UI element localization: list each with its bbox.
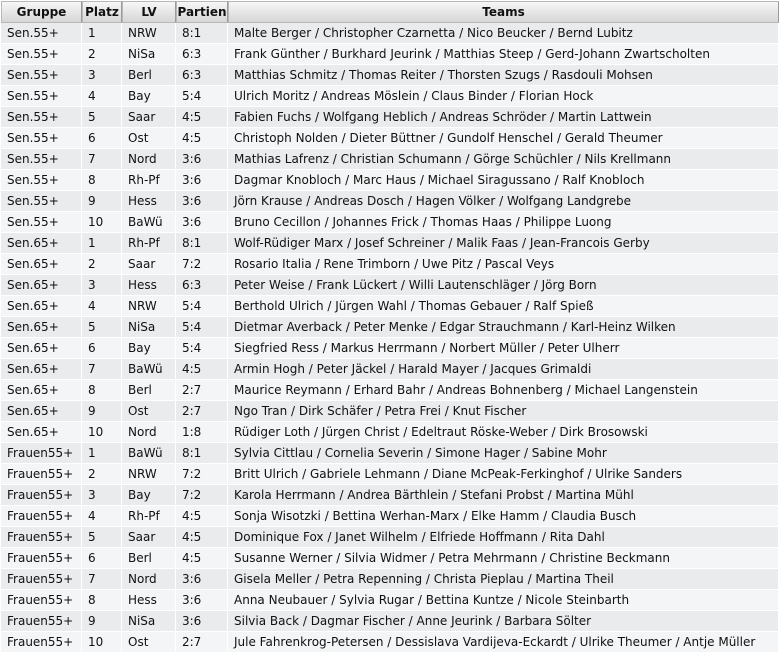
- cell-teams: Rüdiger Loth / Jürgen Christ / Edeltraut Röske-Weber / Dirk Brosowski: [228, 422, 779, 443]
- table-row: [1, 65, 779, 86]
- cell-gruppe: Sen.55+: [1, 44, 82, 65]
- cell-lv: Ost: [122, 401, 176, 422]
- cell-partien: 2:7: [176, 632, 228, 653]
- cell-platz: 7: [82, 569, 122, 590]
- table-row: [1, 23, 779, 44]
- table-row: [1, 464, 779, 485]
- cell-gruppe: Sen.65+: [1, 317, 82, 338]
- cell-lv: Hess: [122, 590, 176, 611]
- cell-gruppe: Sen.55+: [1, 191, 82, 212]
- cell-partien: 7:2: [176, 485, 228, 506]
- cell-teams: Berthold Ulrich / Jürgen Wahl / Thomas Gebauer / Ralf Spieß: [228, 296, 779, 317]
- cell-platz: 8: [82, 170, 122, 191]
- cell-lv: NRW: [122, 23, 176, 44]
- cell-teams: Wolf-Rüdiger Marx / Josef Schreiner / Malik Faas / Jean-Francois Gerby: [228, 233, 779, 254]
- cell-platz: 2: [82, 44, 122, 65]
- cell-partien: 3:6: [176, 590, 228, 611]
- cell-platz: 9: [82, 401, 122, 422]
- cell-teams: Christoph Nolden / Dieter Büttner / Gundolf Henschel / Gerald Theumer: [228, 128, 779, 149]
- cell-gruppe: Sen.65+: [1, 401, 82, 422]
- cell-platz: 10: [82, 422, 122, 443]
- table-row: [1, 590, 779, 611]
- table-header: [1, 1, 779, 23]
- cell-teams: Maurice Reymann / Erhard Bahr / Andreas Bohnenberg / Michael Langenstein: [228, 380, 779, 401]
- cell-gruppe: Frauen55+: [1, 632, 82, 653]
- column-header-partien[interactable]: Partien: [176, 1, 228, 23]
- cell-lv: Hess: [122, 275, 176, 296]
- cell-teams: Armin Hogh / Peter Jäckel / Harald Mayer / Jacques Grimaldi: [228, 359, 779, 380]
- cell-lv: Nord: [122, 569, 176, 590]
- column-header-platz[interactable]: Platz: [82, 1, 122, 23]
- cell-gruppe: Sen.65+: [1, 254, 82, 275]
- cell-platz: 6: [82, 128, 122, 149]
- cell-lv: Hess: [122, 191, 176, 212]
- cell-teams: Rosario Italia / Rene Trimborn / Uwe Pitz / Pascal Veys: [228, 254, 779, 275]
- cell-gruppe: Frauen55+: [1, 485, 82, 506]
- table-row: [1, 86, 779, 107]
- cell-lv: BaWü: [122, 212, 176, 233]
- cell-partien: 5:4: [176, 317, 228, 338]
- cell-platz: 2: [82, 254, 122, 275]
- cell-lv: NiSa: [122, 44, 176, 65]
- cell-partien: 8:1: [176, 233, 228, 254]
- cell-partien: 4:5: [176, 128, 228, 149]
- cell-gruppe: Sen.55+: [1, 212, 82, 233]
- table-row: [1, 149, 779, 170]
- table-row: [1, 632, 779, 653]
- cell-platz: 2: [82, 464, 122, 485]
- cell-teams: Britt Ulrich / Gabriele Lehmann / Diane McPeak-Ferkinghof / Ulrike Sanders: [228, 464, 779, 485]
- cell-lv: Berl: [122, 380, 176, 401]
- cell-partien: 7:2: [176, 254, 228, 275]
- table-row: [1, 128, 779, 149]
- cell-gruppe: Sen.55+: [1, 170, 82, 191]
- cell-gruppe: Frauen55+: [1, 506, 82, 527]
- cell-teams: Peter Weise / Frank Lückert / Willi Lautenschläger / Jörg Born: [228, 275, 779, 296]
- table-row: [1, 443, 779, 464]
- cell-partien: 8:1: [176, 23, 228, 44]
- cell-lv: Rh-Pf: [122, 233, 176, 254]
- cell-lv: Bay: [122, 338, 176, 359]
- table-row: [1, 170, 779, 191]
- table-row: [1, 527, 779, 548]
- table-body: [1, 23, 779, 653]
- cell-gruppe: Sen.65+: [1, 296, 82, 317]
- cell-lv: NRW: [122, 296, 176, 317]
- cell-lv: Nord: [122, 149, 176, 170]
- cell-gruppe: Frauen55+: [1, 569, 82, 590]
- cell-platz: 7: [82, 149, 122, 170]
- cell-partien: 4:5: [176, 527, 228, 548]
- table-row: [1, 401, 779, 422]
- cell-teams: Anna Neubauer / Sylvia Rugar / Bettina Kuntze / Nicole Steinbarth: [228, 590, 779, 611]
- table-row: [1, 338, 779, 359]
- cell-partien: 3:6: [176, 191, 228, 212]
- cell-lv: Bay: [122, 86, 176, 107]
- cell-teams: Siegfried Ress / Markus Herrmann / Norbert Müller / Peter Ulherr: [228, 338, 779, 359]
- cell-platz: 6: [82, 338, 122, 359]
- cell-lv: Saar: [122, 254, 176, 275]
- cell-teams: Sonja Wisotzki / Bettina Werhan-Marx / Elke Hamm / Claudia Busch: [228, 506, 779, 527]
- table-row: [1, 506, 779, 527]
- table-row: [1, 317, 779, 338]
- cell-platz: 8: [82, 590, 122, 611]
- table-row: [1, 548, 779, 569]
- cell-teams: Frank Günther / Burkhard Jeurink / Matthias Steep / Gerd-Johann Zwartscholten: [228, 44, 779, 65]
- cell-platz: 4: [82, 506, 122, 527]
- column-header-lv[interactable]: LV: [122, 1, 176, 23]
- cell-partien: 3:6: [176, 170, 228, 191]
- cell-platz: 10: [82, 212, 122, 233]
- cell-partien: 3:6: [176, 569, 228, 590]
- table-row: [1, 275, 779, 296]
- cell-lv: Rh-Pf: [122, 506, 176, 527]
- cell-teams: Gisela Meller / Petra Repenning / Christa Pieplau / Martina Theil: [228, 569, 779, 590]
- cell-partien: 3:6: [176, 149, 228, 170]
- cell-gruppe: Sen.55+: [1, 23, 82, 44]
- cell-gruppe: Sen.55+: [1, 128, 82, 149]
- cell-partien: 4:5: [176, 107, 228, 128]
- cell-teams: Dagmar Knobloch / Marc Haus / Michael Siragussano / Ralf Knobloch: [228, 170, 779, 191]
- cell-lv: Rh-Pf: [122, 170, 176, 191]
- cell-lv: NiSa: [122, 317, 176, 338]
- column-header-gruppe[interactable]: Gruppe: [1, 1, 82, 23]
- cell-teams: Matthias Schmitz / Thomas Reiter / Thorsten Szugs / Rasdouli Mohsen: [228, 65, 779, 86]
- cell-teams: Fabien Fuchs / Wolfgang Heblich / Andreas Schröder / Martin Lattwein: [228, 107, 779, 128]
- cell-platz: 1: [82, 443, 122, 464]
- cell-gruppe: Frauen55+: [1, 611, 82, 632]
- cell-platz: 3: [82, 65, 122, 86]
- cell-gruppe: Sen.65+: [1, 359, 82, 380]
- cell-teams: Silvia Back / Dagmar Fischer / Anne Jeurink / Barbara Sölter: [228, 611, 779, 632]
- table-row: [1, 296, 779, 317]
- header-row: [1, 1, 779, 23]
- table-row: [1, 485, 779, 506]
- cell-partien: 2:7: [176, 380, 228, 401]
- cell-lv: Bay: [122, 485, 176, 506]
- cell-lv: Berl: [122, 548, 176, 569]
- results-table: [1, 1, 779, 653]
- table-row: [1, 44, 779, 65]
- cell-platz: 5: [82, 527, 122, 548]
- cell-gruppe: Sen.65+: [1, 380, 82, 401]
- cell-teams: Jule Fahrenkrog-Petersen / Dessislava Vardijeva-Eckardt / Ulrike Theumer / Antje Müller: [228, 632, 779, 653]
- cell-platz: 4: [82, 296, 122, 317]
- cell-teams: Malte Berger / Christopher Czarnetta / Nico Beucker / Bernd Lubitz: [228, 23, 779, 44]
- table-row: [1, 212, 779, 233]
- cell-partien: 4:5: [176, 359, 228, 380]
- cell-lv: BaWü: [122, 443, 176, 464]
- table-row: [1, 611, 779, 632]
- cell-gruppe: Sen.65+: [1, 233, 82, 254]
- cell-teams: Bruno Cecillon / Johannes Frick / Thomas Haas / Philippe Luong: [228, 212, 779, 233]
- table-row: [1, 233, 779, 254]
- cell-platz: 7: [82, 359, 122, 380]
- cell-teams: Dietmar Averback / Peter Menke / Edgar Strauchmann / Karl-Heinz Wilken: [228, 317, 779, 338]
- table-row: [1, 380, 779, 401]
- cell-gruppe: Sen.65+: [1, 275, 82, 296]
- cell-gruppe: Sen.55+: [1, 86, 82, 107]
- cell-platz: 4: [82, 86, 122, 107]
- cell-lv: BaWü: [122, 359, 176, 380]
- cell-teams: Sylvia Cittlau / Cornelia Severin / Simone Hager / Sabine Mohr: [228, 443, 779, 464]
- cell-platz: 5: [82, 107, 122, 128]
- cell-partien: 3:6: [176, 212, 228, 233]
- cell-lv: Saar: [122, 107, 176, 128]
- cell-gruppe: Frauen55+: [1, 464, 82, 485]
- cell-partien: 5:4: [176, 86, 228, 107]
- cell-gruppe: Sen.55+: [1, 149, 82, 170]
- cell-partien: 6:3: [176, 275, 228, 296]
- cell-lv: Ost: [122, 632, 176, 653]
- cell-teams: Mathias Lafrenz / Christian Schumann / Görge Schüchler / Nils Krellmann: [228, 149, 779, 170]
- cell-gruppe: Frauen55+: [1, 548, 82, 569]
- cell-teams: Karola Herrmann / Andrea Bärthlein / Stefani Probst / Martina Mühl: [228, 485, 779, 506]
- cell-gruppe: Sen.65+: [1, 422, 82, 443]
- cell-platz: 6: [82, 548, 122, 569]
- cell-teams: Jörn Krause / Andreas Dosch / Hagen Völker / Wolfgang Landgrebe: [228, 191, 779, 212]
- cell-gruppe: Frauen55+: [1, 443, 82, 464]
- cell-partien: 4:5: [176, 548, 228, 569]
- cell-partien: 7:2: [176, 464, 228, 485]
- cell-platz: 9: [82, 611, 122, 632]
- cell-teams: Ngo Tran / Dirk Schäfer / Petra Frei / Knut Fischer: [228, 401, 779, 422]
- cell-platz: 8: [82, 380, 122, 401]
- cell-teams: Ulrich Moritz / Andreas Möslein / Claus Binder / Florian Hock: [228, 86, 779, 107]
- cell-lv: Nord: [122, 422, 176, 443]
- cell-platz: 5: [82, 317, 122, 338]
- cell-platz: 10: [82, 632, 122, 653]
- cell-lv: Saar: [122, 527, 176, 548]
- cell-platz: 9: [82, 191, 122, 212]
- cell-gruppe: Sen.65+: [1, 338, 82, 359]
- column-header-teams[interactable]: Teams: [228, 1, 779, 23]
- cell-teams: Susanne Werner / Silvia Widmer / Petra Mehrmann / Christine Beckmann: [228, 548, 779, 569]
- table-row: [1, 422, 779, 443]
- cell-lv: Ost: [122, 128, 176, 149]
- cell-partien: 6:3: [176, 65, 228, 86]
- cell-gruppe: Frauen55+: [1, 590, 82, 611]
- cell-gruppe: Frauen55+: [1, 527, 82, 548]
- cell-partien: 6:3: [176, 44, 228, 65]
- table-row: [1, 254, 779, 275]
- cell-lv: Berl: [122, 65, 176, 86]
- table-row: [1, 107, 779, 128]
- cell-platz: 1: [82, 23, 122, 44]
- table-row: [1, 191, 779, 212]
- cell-partien: 5:4: [176, 296, 228, 317]
- cell-gruppe: Sen.55+: [1, 65, 82, 86]
- cell-teams: Dominique Fox / Janet Wilhelm / Elfriede Hoffmann / Rita Dahl: [228, 527, 779, 548]
- table-row: [1, 569, 779, 590]
- cell-gruppe: Sen.55+: [1, 107, 82, 128]
- cell-platz: 3: [82, 275, 122, 296]
- cell-partien: 4:5: [176, 506, 228, 527]
- cell-partien: 3:6: [176, 611, 228, 632]
- cell-partien: 1:8: [176, 422, 228, 443]
- cell-partien: 8:1: [176, 443, 228, 464]
- cell-platz: 1: [82, 233, 122, 254]
- cell-partien: 2:7: [176, 401, 228, 422]
- cell-lv: NiSa: [122, 611, 176, 632]
- table-row: [1, 359, 779, 380]
- cell-partien: 5:4: [176, 338, 228, 359]
- cell-lv: NRW: [122, 464, 176, 485]
- cell-platz: 3: [82, 485, 122, 506]
